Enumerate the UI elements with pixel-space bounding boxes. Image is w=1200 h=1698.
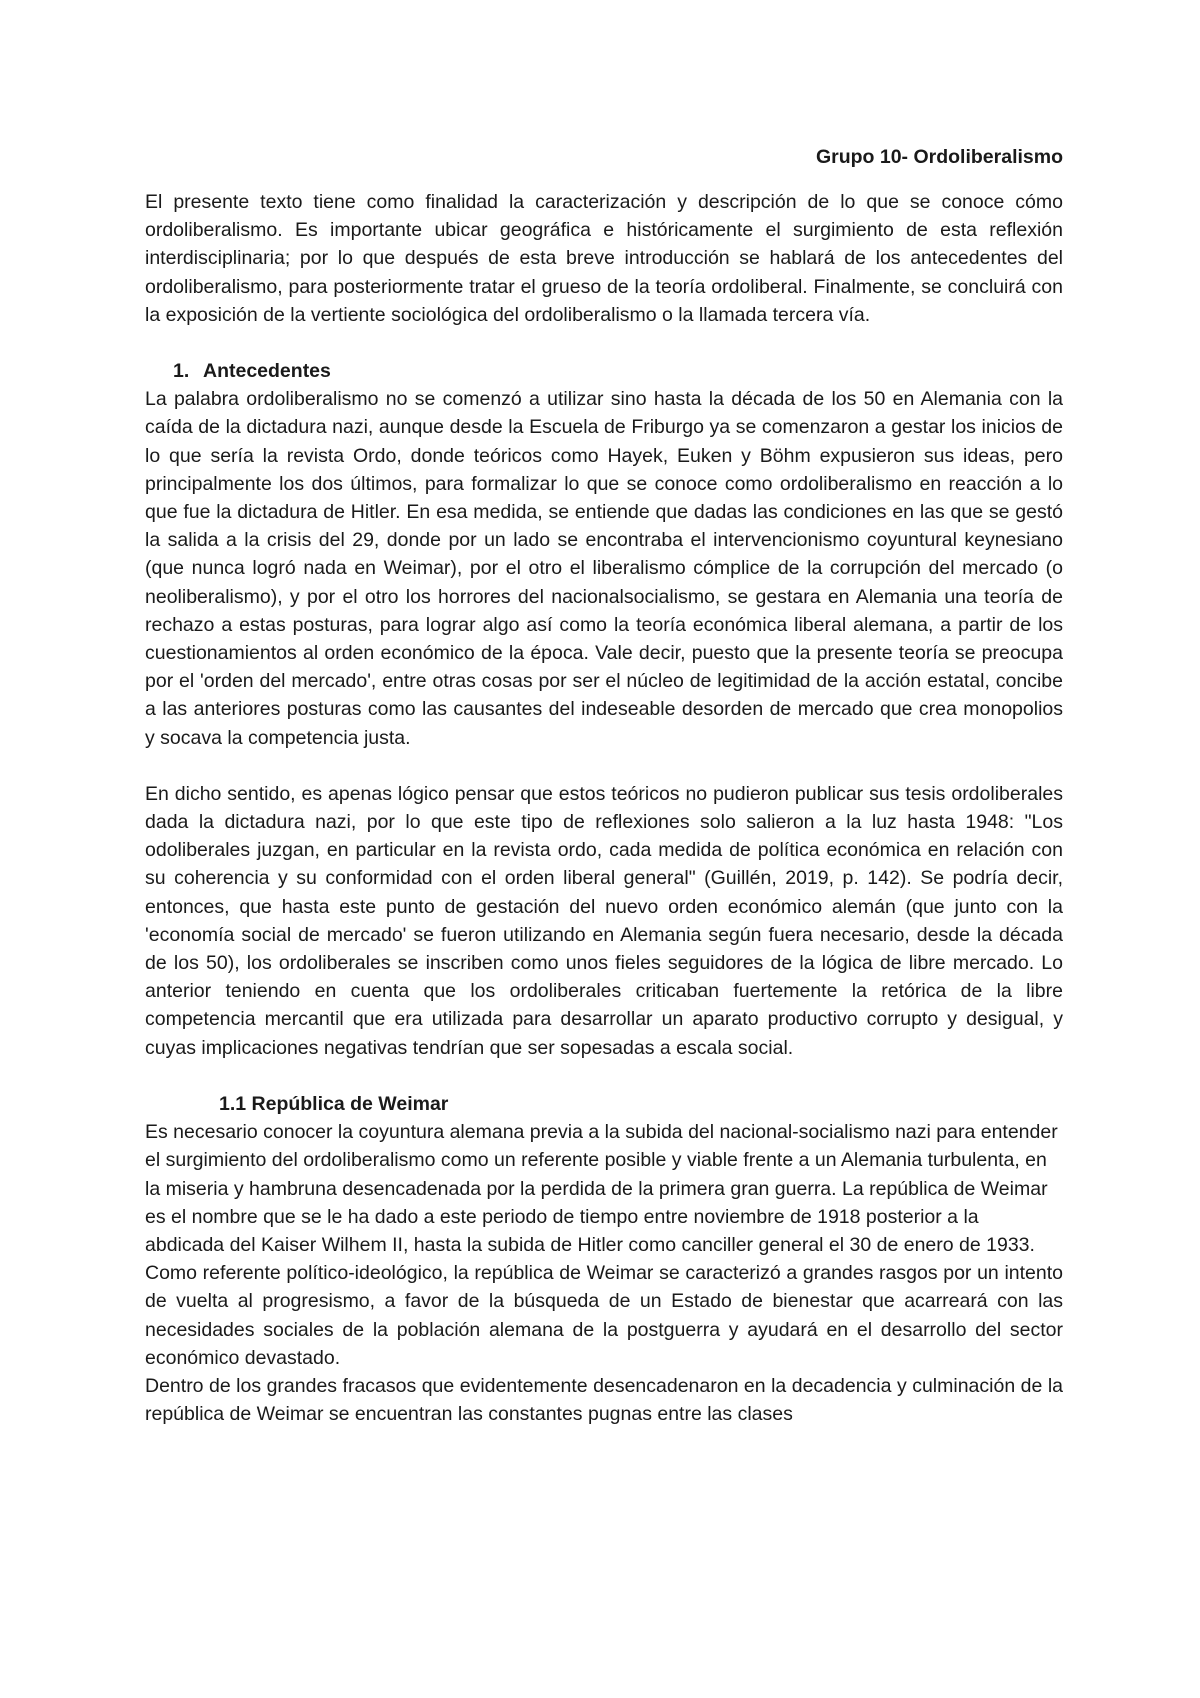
antecedentes-paragraph-1: La palabra ordoliberalismo no se comenzó a utilizar sino hasta la década de los 50 en Alemania con la caída de la dictadura nazi, aunque desde la Escuela de Friburgo ya se comenzaron a gestar los inicios de lo que sería la revista Ordo, donde teóricos como Hayek, Euken y Böhm expusieron sus ideas, pero principalmente los dos últimos, para formalizar lo que se conoce como ordoliberalismo en reacción a lo que fue la dictadura de Hitler. En esa medida, se entiende que dadas las condiciones en las que se gestó la salida a la crisis del 29, donde por un lado se encontraba el intervencionismo coyuntural keynesiano (que nunca logró nada en Weimar), por el otro el liberalismo cómplice de la corrupción del mercado (o neoliberalismo), y por el otro los horrores del nacionalsocialismo, se gestara en Alemania una teoría de rechazo a estas posturas, para lograr algo así como la teoría económica liberal alemana, a partir de los cuestionamientos al orden económico de la época. Vale decir, puesto que la presente teoría se preocupa por el 'orden del mercado', entre otras cosas por ser el núcleo de legitimidad de la acción estatal, concibe a las anteriores posturas como las causantes del indeseable desorden de mercado que crea monopolios y socava la competencia justa. (145, 388, 1063, 749)
antecedentes-paragraph-2: En dicho sentido, es apenas lógico pensar que estos teóricos no pudieron publicar sus tesis ordoliberales dada la dictadura nazi, por lo que este tipo de reflexiones solo salieron a la luz hasta 1948: "Los odoliberales juzgan, en particular en la revista ordo, cada medida de política económica en relación con su coherencia y su conformidad con el orden liberal general" (Guillén, 2019, p. 142). Se podría decir, entonces, que hasta este punto de gestación del nuevo orden económico alemán (que junto con la 'economía social de mercado' se fueron utilizando en Alemania según fuera necesario, desde la década de los 50), los ordoliberales se inscriben como unos fieles seguidores de la lógica de libre mercado. Lo anterior teniendo en cuenta que los ordoliberales criticaban fuertemente la retórica de la libre competencia mercantil que era utilizada para desarrollar un aparato productivo corrupto y desigual, y cuyas implicaciones negativas tendrían que ser sopesadas a escala social. (145, 782, 1063, 1059)
document-page (145, 143, 1063, 1428)
section-number: 1. (173, 360, 190, 383)
section-heading-antecedentes (173, 357, 1063, 385)
weimar-paragraph-1: Es necesario conocer la coyuntura alemana previa a la subida del nacional-socialismo nazi para entender el surgimiento del ordoliberalismo como un referente posible y viable frente a un Alemania turbulenta, en la miseria y hambruna desencadenada por la perdida de la primera gran guerra. La república de Weimar es el nombre que se le ha dado a este periodo de tiempo entre noviembre de 1918 posterior a la abdicada del Kaiser Wilhem II, hasta la subida de Hitler como canciller general el 30 de enero de 1933. (145, 1121, 1058, 1256)
weimar-paragraph-2: Como referente político-ideológico, la república de Weimar se caracterizó a grandes rasgos por un intento de vuelta al progresismo, a favor de la búsqueda de un Estado de bienestar que acarreará con las necesidades sociales de la población alemana de la postguerra y ayudará en el desarrollo del sector económico devastado. (145, 1262, 1063, 1369)
subsection-heading-weimar: 1.1 República de Weimar (219, 1092, 449, 1115)
document-title: Grupo 10- Ordoliberalismo (815, 146, 1063, 168)
section-title: Antecedentes (203, 360, 331, 383)
weimar-paragraph-3: Dentro de los grandes fracasos que evidentemente desencadenaron en la decadencia y culminación de la república de Weimar se encuentran las constantes pugnas entre las clases (145, 1374, 1063, 1426)
intro-paragraph: El presente texto tiene como finalidad la caracterización y descripción de lo que se conoce cómo ordoliberalismo. Es importante ubicar geográfica e históricamente el surgimiento de esta reflexión interdisciplinaria; por lo que después de esta breve introducción se hablará de los antecedentes del ordoliberalismo, para posteriormente tratar el grueso de la teoría ordoliberal. Finalmente, se concluirá con la exposición de la vertiente sociológica del ordoliberalismo o la llamada tercera vía. (145, 191, 1063, 326)
